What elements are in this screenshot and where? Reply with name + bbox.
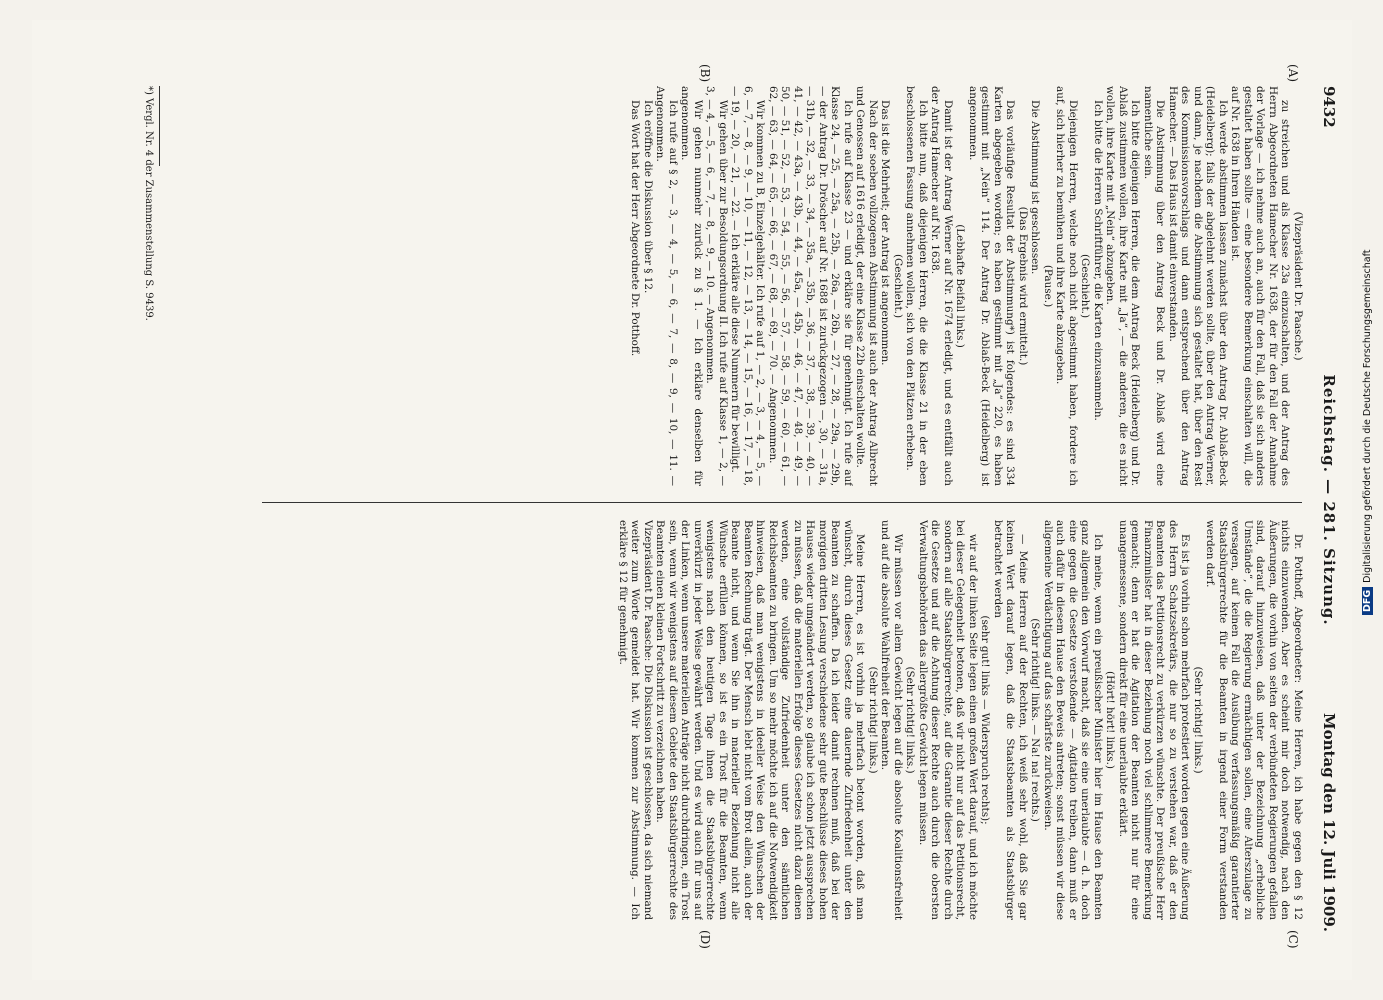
right-paragraph: (Sehr richtig! links. — Na! na! rechts.) bbox=[1029, 618, 1041, 822]
left-paragraph: Das Wort hat der Herr Abgeordnete Dr. Potthoff. bbox=[629, 100, 641, 357]
digitization-credit bbox=[1362, 235, 1378, 615]
right-paragraph: (Sehr richtig! links.) bbox=[1191, 666, 1204, 774]
right-paragraph: (Sehr richtig! links.) bbox=[866, 666, 879, 774]
rotated-document-page bbox=[32, 20, 1352, 980]
left-paragraph: Wir gehen über zur Besoldungsordnung II. Ich rufe auf Klasse 1, — 2, — 3, — 4, — 5, — 6, — 7, — 8, — 9, — 10. — Angenommen. bbox=[704, 86, 729, 486]
left-paragraph: Das vorläufige Resultat der Abstimmung*) ist folgendes: es sind 334 Karten abgegeben worden; es haben gestimmt mit „Ja“ 220, es haben gestimmt mit „Nein“ 114. Der Antrag Dr. Ablaß-Beck (Heidelberg) ist angenommen. bbox=[966, 86, 1016, 486]
page-number: 9432 bbox=[1319, 86, 1338, 128]
left-paragraph: Ich werde abstimmen lassen zunächst über den Antrag Dr. Ablaß-Beck (Heidelberg); falls der abgelehnt werden sollte, über den Antrag Werner, und dann, je nachdem die Abstimmung sich gestaltet hat, über den Rest des Kommissionsvorschlags und dann entsprechend über den Antrag Hamecher. — Das Haus ist damit einverstanden. bbox=[1166, 86, 1229, 486]
header-date: Montag den 12. Juli 1909. bbox=[1319, 713, 1338, 932]
left-text-column bbox=[172, 86, 1304, 486]
right-paragraph: Wir müssen vor allem Gewicht legen auf die absolute Koalitionsfreiheit und auf die absolute Wahlfreiheit der Beamten. bbox=[879, 520, 904, 920]
left-paragraph: (Geschieht.) bbox=[891, 253, 904, 319]
right-paragraph: Es ist ja vorhin schon mehrfach protestiert worden gegen eine Äußerung des Herrn Schatzsekretärs, die nur so zu verstehen war, daß er den Beamten das Petitionsrecht zu verkürzen wünschte. Der preußische Herr Finanzminister hat in dieser Beziehung noch viel schlimmere Bemerkung gemacht; denn er hat die Agitation der Beamten nicht nur für eine unangemessene, sondern direkt für eine unerlaubte erklärt. bbox=[1116, 520, 1191, 920]
right-paragraph: Ich meine, wenn ein preußischer Minister hier im Hause den Beamten ganz allgemein den Vorwurf macht, daß sie eine unerlaubte — d. h. doch eine gegen die Gesetze verstoßende — Agitation treiben, dann muß er auch dafür in diesem Hause den Beweis antreten; sonst müssen wir diese allgemeine Verdächtigung auf das schärfste zurückweisen. bbox=[1041, 520, 1104, 920]
header-title: Reichstag. — 281. Sitzung. bbox=[1319, 374, 1338, 626]
left-paragraph: Die Abstimmung über den Antrag Beck und Dr. Ablaß wird eine namentliche sein. bbox=[1141, 86, 1166, 486]
margin-mark-b: (B) bbox=[697, 64, 712, 83]
column-divider bbox=[262, 502, 1302, 503]
left-paragraph: (Geschieht.) bbox=[1079, 253, 1091, 319]
left-paragraph: Damit ist der Antrag Werner auf Nr. 1674 erledigt, und es entfällt auch der Antrag Hamecher auf Nr. 1638. bbox=[929, 86, 954, 486]
footnote-rule bbox=[159, 86, 160, 166]
right-paragraph: (Sehr richtig! links.) bbox=[904, 666, 916, 774]
left-paragraph: (Das Ergebnis wird ermittelt.) bbox=[1016, 206, 1029, 366]
left-paragraph: Die Abstimmung ist geschlossen. bbox=[1029, 100, 1041, 275]
left-paragraph: zu streichen und als Klasse 23a einzuschalten, und der Antrag des Herrn Abgeordneten Hamecher Nr. 1638, der für den Fall der Annahme der Vorlage — ich nehme auch an, auch für den Fall, daß sie sich anders gestaltet haben sollte — eine besondere Bemerkung einschalten will, die auf Nr. 1638 in Ihren Händen ist. bbox=[1229, 86, 1291, 486]
left-paragraph: Nach der soeben vollzogenen Abstimmung ist auch der Antrag Albrecht und Genossen auf 1616 erledigt, der eine Klasse 22b einschalten wollte. bbox=[854, 86, 879, 486]
margin-mark-a: (A) bbox=[1285, 64, 1300, 83]
right-paragraph: (Hört! hört! links.) bbox=[1104, 671, 1116, 769]
left-paragraph: Diejenigen Herren, welche noch nicht abgestimmt haben, fordere ich auf, sich hierher zu bemühen und ihre Karte abzugeben. bbox=[1054, 86, 1079, 486]
right-paragraph: Dr. Potthoff, Abgeordneter: Meine Herren, ich habe gegen den § 12 nichts einzuwenden. Aber es scheint mir doch notwendig, nach den Äußerungen, die vorhin von seiten der verbündeten Regierungen gefallen sind, darauf hinzuweisen, daß unter der Bezeichnung „erhebliche Umstände“, die die Regierung ermächtigen sollen, eine Alterszulage zu versagen, auf keinen Fall die Ausübung verfassungsmäßig garantierter Staatsbürgerrechte für die Beamten in irgend einer Form verstanden werden darf. bbox=[1204, 520, 1304, 920]
left-paragraph: Ich bitte nun, daß diejenigen Herren, die die Klasse 21 in der eben beschlossenen Fassung annehmen wollen, sich von den Plätzen erheben. bbox=[904, 86, 929, 486]
right-paragraph: Meine Herren, es ist vorhin ja mehrfach betont worden, daß man wünscht, durch dieses Gesetz eine dauernde Zufriedenheit unter den Beamten zu schaffen. Da ich leider damit rechnen muß, daß bei der morgigen dritten Lesung verschiedene sehr gute Beschlüsse dieses hohen Hauses wieder umgeändert werden, so glaube ich schon jetzt aussprechen zu müssen, daß die materiellen Erfolge dieses Gesetzes nicht dazu dienen werden, eine vollständige Zufriedenheit unter den sämtlichen Reichsbeamten zu bringen. Um so mehr möchte ich auf die Notwendigkeit hinweisen, daß man wenigstens in ideeller Weise den Wünschen der Beamten Rechnung trägt. Der Mensch lebt nicht vom Brot allein, auch der Beamte nicht, und wenn Sie ihn in materieller Beziehung nicht alle Wünsche erfüllen können, so ist es ein Trost für die Beamten, wenn wenigstens nach den heutigen Tage ihnen die Staatsbürgerrechte unverkürzt in jeder Weise gewährt werden. Und es wird auch für uns auf der Linken, wenn unsere materiellen Anträge nicht durchdringen, ein Trost sein, wenn wir wenigstens auf diesem Gebiete den Staatsbürgerrechte des Beamten einen kleinen Fortschritt zu verzeichnen haben. bbox=[654, 520, 866, 920]
left-paragraph: Wir gehen nunmehr zurück zu § 1. — Ich erkläre denselben für angenommen. bbox=[679, 86, 704, 486]
left-paragraph: Wir kommen zu B, Einzelgehälter. Ich rufe auf 1, — 2, — 3, — 4, — 5, — 6, — 7, — 8, — 9, — 10, — 11, — 12, — 13, — 14, — 15, — 16, — 17, — 18, — 19, — 20, — 21, — 22. — Ich erkläre alle diese Nummern für bewilligt. bbox=[729, 86, 766, 486]
right-paragraph: — Meine Herren auf der Rechten, ich weiß sehr wohl, daß Sie gar keinen Wert darauf legen, daß die Staatsbeamten als Staatsbürger betrachtet werden bbox=[991, 520, 1029, 920]
left-paragraph: (Pause.) bbox=[1041, 264, 1054, 308]
left-paragraph: Ich eröffne die Diskussion über § 12. bbox=[641, 100, 654, 294]
left-paragraph: Ich rufe auf Klasse 23 — und erkläre sie für genehmigt. Ich rufe auf Klasse 24, — 25, — 25a, — 25b, — 26a, — 26b, — 27, — 28, — 29a, — 29b, — der Antrag Dr. Dröscher auf Nr. 1688 ist zurückgezogen —, 30, — 31a, — 31b, — 32, — 33, — 34, — 35a, — 35b, — 36, — 37, — 38, — 39, — 40, — 41, — 42, — 43a, — 43b, — 44, — 45a, — 45b, — 46, — 47, — 48, — 49, — 50, — 51, — 52, — 53, — 54, — 55, — 56, — 57, — 58, — 59, — 60, — 61, — 62, — 63, — 64, — 65, — 66, — 67, — 68, — 69, — 70. — Angenommen. bbox=[766, 86, 854, 486]
left-paragraph: Ich bitte die Herren Schriftführer, die Karten einzusammeln. bbox=[1091, 100, 1104, 421]
right-paragraph: (sehr gut! links — Widerspruch rechts); bbox=[979, 615, 991, 825]
page-header bbox=[1306, 20, 1338, 980]
left-paragraph: Das ist die Mehrheit; der Antrag ist angenommen. bbox=[879, 100, 891, 366]
credit-text: Digitalisierung gefördert durch die Deutsche Forschungsgemeinschaft bbox=[1362, 249, 1373, 583]
margin-mark-c: (C) bbox=[1285, 930, 1300, 949]
dfg-logo-badge: DFG bbox=[1362, 587, 1373, 615]
left-paragraph: (Lebhafte Beifall links.) bbox=[954, 224, 966, 348]
right-paragraph: Vizepräsident Dr. Paasche: Die Diskussion ist geschlossen, da sich niemand weiter zum Worte gemeldet hat. Wir kommen zur Abstimmung. — Ich erkläre § 12 für genehmigt. bbox=[616, 520, 654, 920]
left-paragraph: (Vizepräsident Dr. Paasche.) bbox=[1291, 211, 1304, 361]
margin-mark-d: (D) bbox=[697, 930, 712, 949]
footnote: *) Vergl. Nr. 4 der Zusammenstellung S. 9439. bbox=[142, 86, 154, 321]
right-paragraph: wir auf der linken Seite legen einen großen Wert darauf, und ich möchte bei dieser Gelegenheit betonen, daß wir nicht nur auf das Petitionsrecht, sondern auf alle Staatsbürgerrechte, auf die Garantie dieser Rechte durch die Gesetze und auf die Achtung dieser Rechte auch durch die obersten Verwaltungsbehörden das allergrößte Gewicht legen müssen. bbox=[916, 520, 979, 920]
left-paragraph: Ich bitte diejenigen Herren, die dem Antrag Beck (Heidelberg) und Dr. Ablaß zustimmen wollen, ihre Karte mit „Ja“, — die anderen, die es nicht wollen, ihre Karte mit „Nein“ abzugeben. bbox=[1104, 86, 1141, 486]
left-paragraph: Ich rufe auf § 2, — 3, — 4, — 5, — 6, — 7, — 8, — 9, — 10, — 11. — Angenommen. bbox=[654, 86, 679, 486]
right-text-column bbox=[172, 520, 1304, 920]
